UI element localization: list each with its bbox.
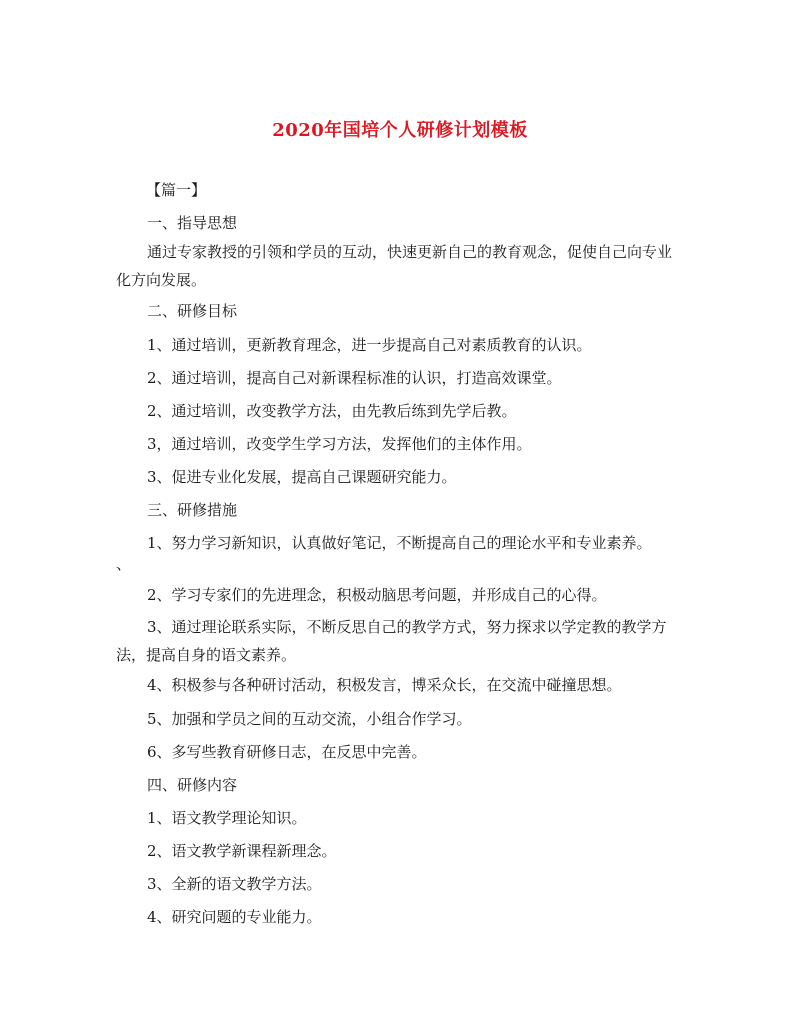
measure-item: 4、积极参与各种研讨活动，积极发言，博采众长，在交流中碰撞思想。 xyxy=(147,676,622,694)
goal-item: 3，通过培训，改变学生学习方法，发挥他们的主体作用。 xyxy=(147,435,532,453)
heading-guiding-idea: 一、指导思想 xyxy=(147,214,238,232)
content-item: 3、全新的语文教学方法。 xyxy=(147,875,322,893)
measure-item: 2、学习专家们的先进理念，积极动脑思考问题，并形成自己的心得。 xyxy=(147,586,607,604)
paragraph-guiding-idea: 通过专家教授的引领和学员的互动，快速更新自己的教育观念，促使自己向专业化方向发展。 xyxy=(116,243,673,289)
content-item: 4、研究问题的专业能力。 xyxy=(147,908,322,926)
goal-item: 2、通过培训，改变教学方法，由先教后练到先学后教。 xyxy=(147,402,517,420)
measure-item: 1、努力学习新知识，认真做好笔记，不断提高自己的理论水平和专业素养。 xyxy=(147,534,652,552)
heading-measures: 三、研修措施 xyxy=(147,501,238,519)
measure-item: 5、加强和学员之间的互动交流，小组合作学习。 xyxy=(147,710,472,728)
stray-punctuation: 、 xyxy=(116,555,132,573)
measure-item: 3、通过理论联系实际，不断反思自己的教学方式，努力探求以学定教的教学方法，提高自身的语文素养。 xyxy=(116,618,667,664)
goal-item: 1、通过培训，更新教育理念，进一步提高自己对素质教育的认识。 xyxy=(147,336,592,354)
measure-item: 6、多写些教育研修日志，在反思中完善。 xyxy=(147,743,427,761)
goal-item: 2、通过培训，提高自己对新课程标准的认识，打造高效课堂。 xyxy=(147,369,562,387)
heading-content: 四、研修内容 xyxy=(147,776,238,794)
document-title: 2020年国培个人研修计划模板 xyxy=(272,120,528,141)
section-tag: 【篇一】 xyxy=(146,181,207,199)
goal-item: 3、促进专业化发展，提高自己课题研究能力。 xyxy=(147,468,457,486)
content-item: 2、语文教学新课程新理念。 xyxy=(147,842,337,860)
heading-goals: 二、研修目标 xyxy=(147,302,238,320)
content-item: 1、语文教学理论知识。 xyxy=(147,809,307,827)
